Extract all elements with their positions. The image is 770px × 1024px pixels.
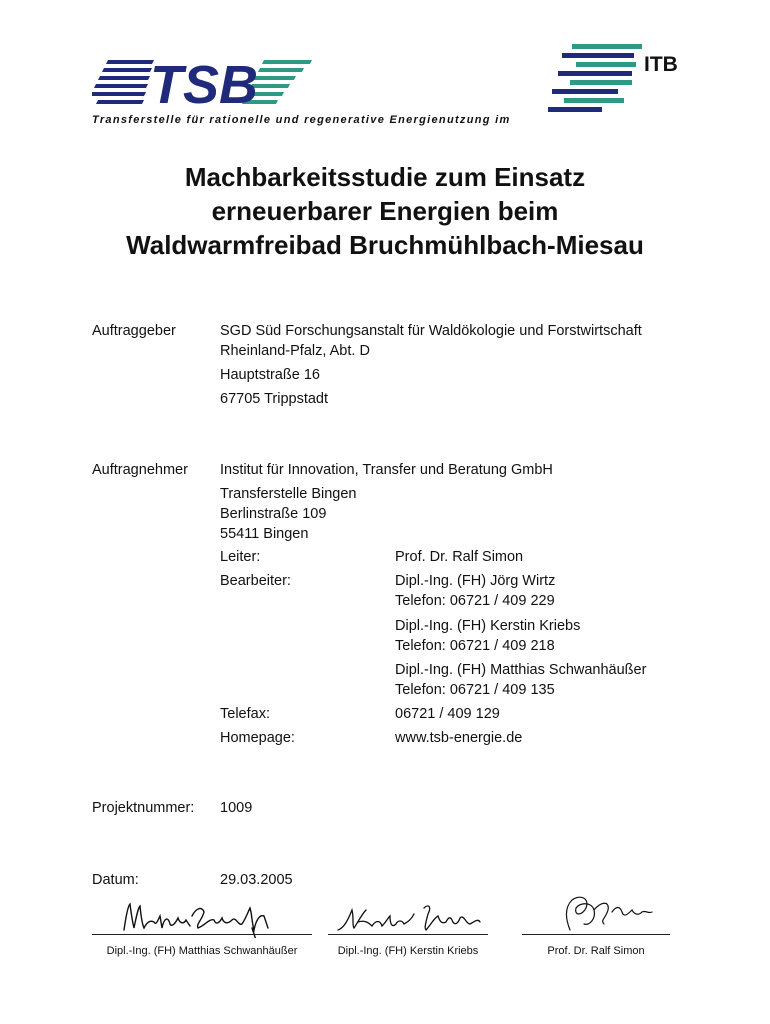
document-title [0,160,770,262]
signature-1 [92,898,312,938]
datum-label: Datum: [92,872,139,888]
tsb-logo-graphic [92,52,322,112]
auftragnehmer-line-1: Institut für Innovation, Transfer und Beratung GmbH [220,462,553,478]
homepage-label: Homepage: [220,730,295,746]
auftragnehmer-label: Auftragnehmer [92,462,188,478]
tsb-logo-text: TSB [150,55,258,112]
auftragnehmer-line-4: 55411 Bingen [220,526,309,542]
signature-2-handwriting [328,900,498,936]
bearbeiter-1-phone: Telefon: 06721 / 409 229 [395,593,555,609]
auftragnehmer-line-3: Berlinstraße 109 [220,506,327,522]
auftraggeber-line-2: Rheinland-Pfalz, Abt. D [220,343,370,359]
auftraggeber-line-4: 67705 Trippstadt [220,391,329,407]
auftraggeber-label: Auftraggeber [92,323,176,339]
signature-3-line [522,934,670,935]
itb-logo-graphic [546,42,696,118]
tagline: Transferstelle für rationelle und regenerative Energienutzung im [92,114,511,126]
bearbeiter-1-name: Dipl.-Ing. (FH) Jörg Wirtz [395,573,556,589]
signature-1-handwriting [92,898,312,938]
homepage-link[interactable]: www.tsb-energie.de [395,730,523,746]
itb-logo [546,42,696,118]
telefax-value: 06721 / 409 129 [395,706,500,722]
title-line-3: Waldwarmfreibad Bruchmühlbach-Miesau [126,230,644,260]
bearbeiter-3-phone: Telefon: 06721 / 409 135 [395,682,555,698]
auftraggeber-line-3: Hauptstraße 16 [220,367,320,383]
title-line-2: erneuerbarer Energien beim [211,196,559,226]
signature-1-line [92,934,312,935]
signature-1-caption: Dipl.-Ing. (FH) Matthias Schwanhäußer [106,945,298,957]
signature-2-line [328,934,488,935]
auftraggeber-line-1: SGD Süd Forschungsanstalt für Waldökologie und Forstwirtschaft [220,323,642,339]
leiter-name: Prof. Dr. Ralf Simon [395,549,524,565]
leiter-label: Leiter: [220,549,261,565]
bearbeiter-2-name: Dipl.-Ing. (FH) Kerstin Kriebs [395,618,581,634]
tsb-logo [92,52,322,112]
datum-value: 29.03.2005 [220,872,293,888]
bearbeiter-label: Bearbeiter: [220,573,291,589]
projektnummer-label: Projektnummer: [92,800,195,816]
signature-3 [520,890,670,936]
projektnummer-value: 1009 [220,800,253,816]
signature-3-handwriting [520,890,670,936]
signature-3-caption: Prof. Dr. Ralf Simon [547,945,645,957]
itb-logo-text: ITB [644,53,678,76]
title-line-1: Machbarkeitsstudie zum Einsatz [184,162,586,192]
bearbeiter-3-name: Dipl.-Ing. (FH) Matthias Schwanhäußer [395,662,647,678]
signature-2 [328,900,498,936]
signature-2-caption: Dipl.-Ing. (FH) Kerstin Kriebs [337,945,479,957]
auftragnehmer-line-2: Transferstelle Bingen [220,486,357,502]
telefax-label: Telefax: [220,706,270,722]
bearbeiter-2-phone: Telefon: 06721 / 409 218 [395,638,555,654]
